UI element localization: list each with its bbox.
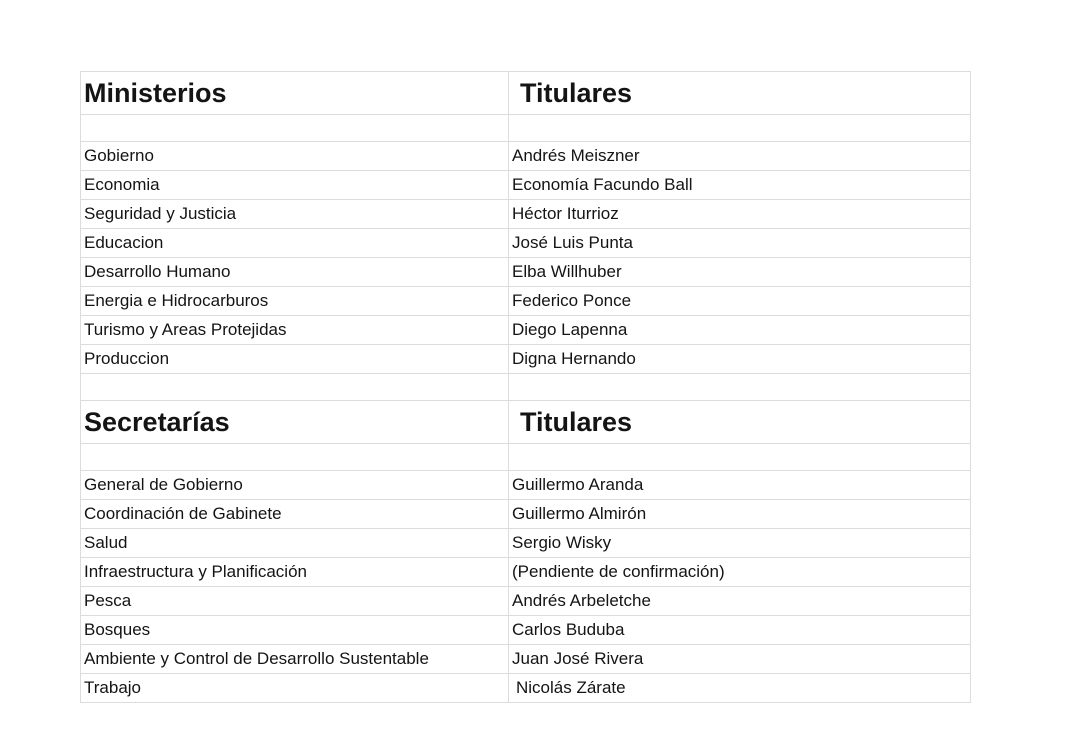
area-cell: Infraestructura y Planificación [81,558,509,587]
table-row [81,229,971,258]
table-row [81,529,971,558]
blank-row [81,115,971,142]
ministerios-header-row [81,72,971,115]
table-row [81,500,971,529]
titular-cell: Juan José Rivera [509,645,971,674]
table-row [81,471,971,500]
titular-cell: Economía Facundo Ball [509,171,971,200]
table-row [81,558,971,587]
area-cell: Salud [81,529,509,558]
titulares-header: Titulares [509,401,971,444]
titular-cell: Nicolás Zárate [509,674,971,703]
titular-cell: Sergio Wisky [509,529,971,558]
empty-cell [81,444,509,471]
titular-cell: Elba Willhuber [509,258,971,287]
table-row [81,674,971,703]
area-cell: General de Gobierno [81,471,509,500]
titular-cell: Andrés Meiszner [509,142,971,171]
titular-cell: Digna Hernando [509,345,971,374]
area-cell: Pesca [81,587,509,616]
empty-cell [509,444,971,471]
titular-cell: Andrés Arbeletche [509,587,971,616]
secretarias-header: Secretarías [81,401,509,444]
area-cell: Educacion [81,229,509,258]
area-cell: Energia e Hidrocarburos [81,287,509,316]
table-row [81,258,971,287]
area-cell: Seguridad y Justicia [81,200,509,229]
area-cell: Trabajo [81,674,509,703]
table-row [81,142,971,171]
table-row [81,287,971,316]
titular-cell: José Luis Punta [509,229,971,258]
empty-cell [81,374,509,401]
empty-cell [509,115,971,142]
titular-cell: Federico Ponce [509,287,971,316]
titular-cell: Diego Lapenna [509,316,971,345]
area-cell: Gobierno [81,142,509,171]
titular-cell: (Pendiente de confirmación) [509,558,971,587]
table-row [81,645,971,674]
table-row [81,345,971,374]
table-row [81,171,971,200]
table-row [81,616,971,645]
area-cell: Desarrollo Humano [81,258,509,287]
titular-cell: Guillermo Almirón [509,500,971,529]
area-cell: Economia [81,171,509,200]
empty-cell [509,374,971,401]
area-cell: Ambiente y Control de Desarrollo Sustentable [81,645,509,674]
table-row [81,587,971,616]
ministerios-header: Ministerios [81,72,509,115]
titular-cell: Héctor Iturrioz [509,200,971,229]
officials-table [80,71,971,703]
area-cell: Bosques [81,616,509,645]
table-row [81,316,971,345]
blank-row [81,444,971,471]
titular-cell: Carlos Buduba [509,616,971,645]
titular-cell: Guillermo Aranda [509,471,971,500]
secretarias-header-row [81,401,971,444]
area-cell: Turismo y Areas Protejidas [81,316,509,345]
blank-row [81,374,971,401]
table-row [81,200,971,229]
area-cell: Produccion [81,345,509,374]
titulares-header: Titulares [509,72,971,115]
area-cell: Coordinación de Gabinete [81,500,509,529]
empty-cell [81,115,509,142]
